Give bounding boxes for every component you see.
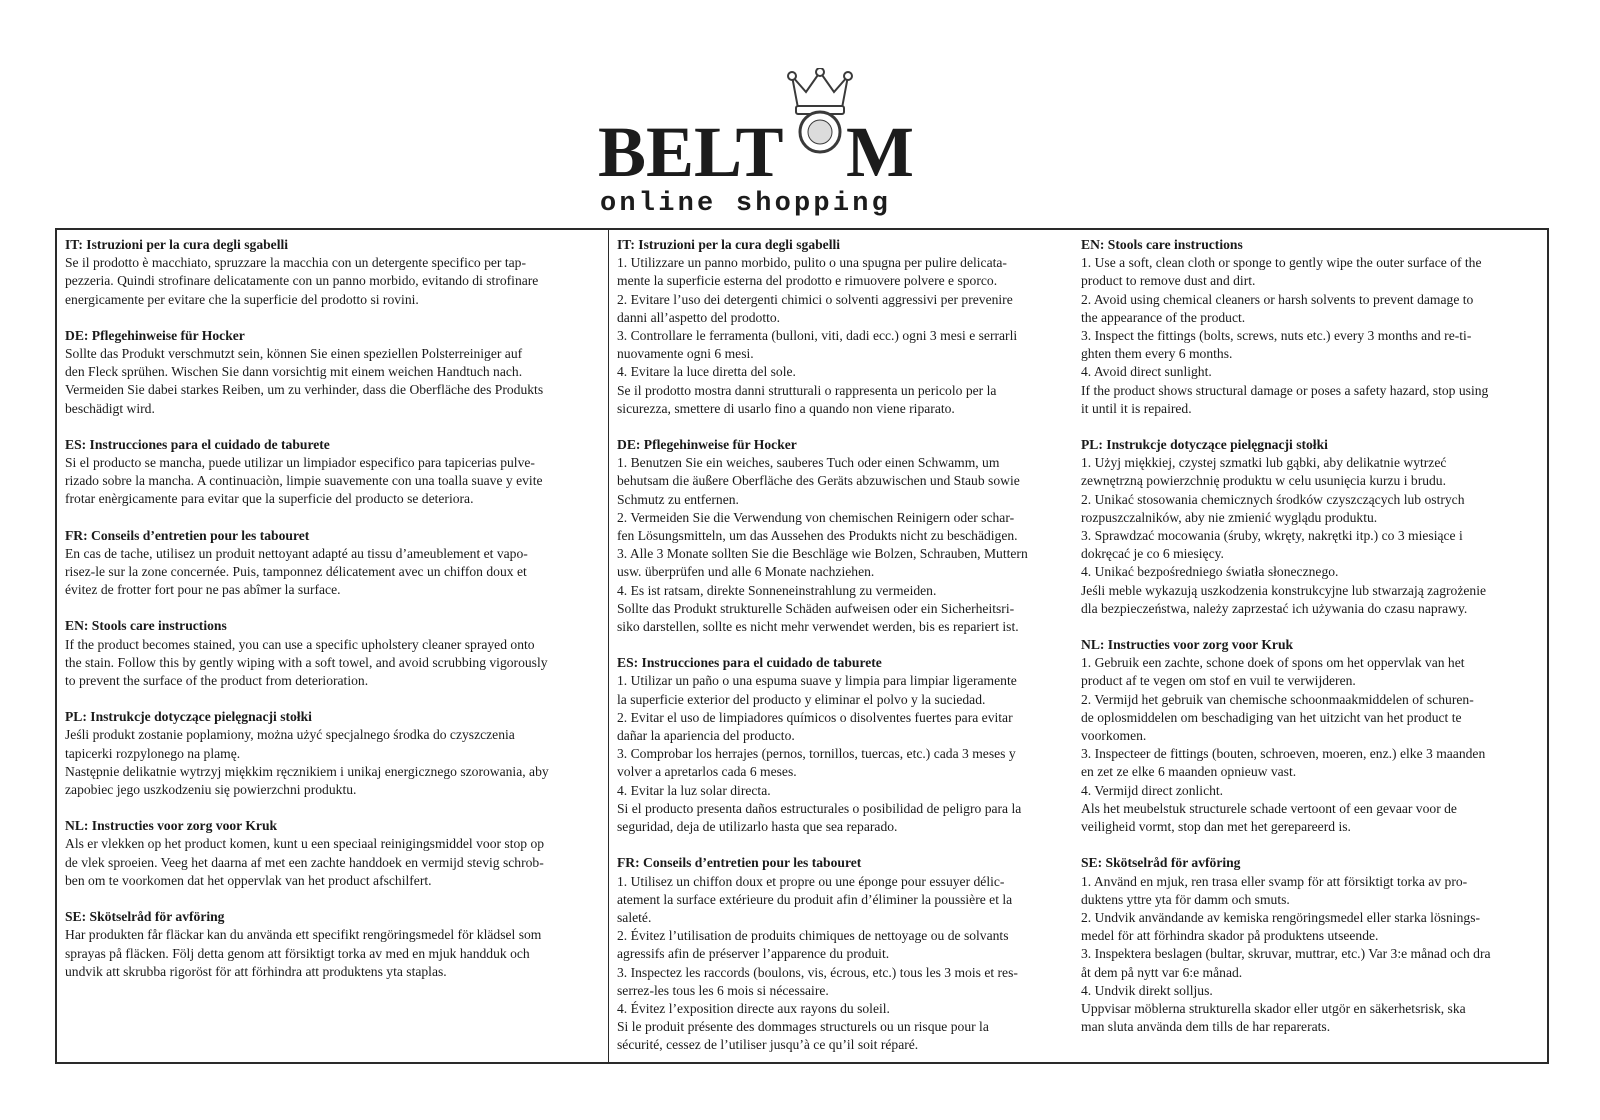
body-line: nuovamente ogni 6 mesi. (617, 346, 754, 362)
body-line: voorkomen. (1081, 728, 1147, 744)
body-line: Sollte das Produkt strukturelle Schäden aufweisen oder ein Sicherheitsri- (617, 600, 1015, 616)
body-line: ghten them every 6 months. (1081, 346, 1233, 362)
body-line: danni all’aspetto del prodotto. (617, 309, 781, 325)
body-line: 2. Vermijd het gebruik van chemische schoonmaakmiddelen of schuren- (1081, 691, 1474, 707)
body-line: Uppvisar möblerna strukturella skador eller utgör en säkerhetsrisk, ska (1081, 1000, 1466, 1016)
instructions-column-1 (57, 230, 609, 1062)
section-title: ES: Instrucciones para el cuidado de taburete (617, 655, 882, 671)
body-line: 3. Sprawdzać mocowania (śruby, wkręty, nakrętki itp.) co 3 miesiące i (1081, 528, 1463, 544)
body-line: agressifs afin de préserver l’apparence du produit. (617, 946, 890, 962)
section-body (617, 254, 1065, 418)
body-line: Se il prodotto mostra danni strutturali o rappresenta un pericolo per la (617, 382, 997, 398)
section-body (617, 873, 1065, 1055)
body-line: pezzeria. Quindi strofinare delicatamente con un panno morbido, evitando di strofinare (65, 273, 539, 289)
body-line: 3. Inspektera beslagen (bultar, skruvar, muttrar, etc.) Var 3:e månad och dra (1081, 946, 1491, 962)
care-section (617, 854, 1065, 1054)
section-title: FR: Conseils d’entretien pour les tabouret (65, 527, 310, 543)
care-section (65, 617, 600, 690)
body-line: Si le produit présente des dommages structurels ou un risque pour la (617, 1019, 989, 1035)
body-line: saleté. (617, 909, 652, 925)
section-title: FR: Conseils d’entretien pour les tabouret (617, 855, 862, 871)
body-line: 2. Évitez l’utilisation de produits chimiques de nettoyage ou de solvants (617, 928, 1009, 944)
body-line: Sollte das Produkt verschmutzt sein, können Sie einen speziellen Polsterreiniger auf (65, 346, 523, 362)
section-body (617, 454, 1065, 636)
body-line: seguridad, deja de utilizarlo hasta que sea reparado. (617, 819, 898, 835)
body-line: évitez de frotter fort pour ne pas abîmer la surface. (65, 582, 341, 598)
section-body (65, 345, 600, 418)
body-line: 4. Evitar la luz solar directa. (617, 782, 771, 798)
body-line: 4. Unikać bezpośredniego światła słonecznego. (1081, 564, 1339, 580)
body-line: dokręcać je co 6 miesięcy. (1081, 546, 1224, 562)
body-line: rizado sobre la mancha. A continuaciòn, limpie suavemente con una toalla suave y evite (65, 473, 543, 489)
section-title: EN: Stools care instructions (1081, 237, 1243, 252)
body-line: 1. Utilizar un paño o una espuma suave y limpia para limpiar ligeramente (617, 673, 1017, 689)
instructions-column-3 (1073, 230, 1547, 1062)
body-line: undvik att skrubba rigoröst för att förhindra att produktens yta staplas. (65, 963, 447, 979)
section-title: EN: Stools care instructions (65, 618, 227, 634)
section-title: SE: Skötselråd för avföring (65, 909, 225, 925)
body-line: åt dem på nytt var 6:e månad. (1081, 964, 1243, 980)
tagline-text: online shopping (600, 189, 892, 218)
body-line: 1. Use a soft, clean cloth or sponge to gently wipe the outer surface of the (1081, 255, 1482, 271)
care-section (1081, 854, 1539, 1036)
care-section (65, 708, 600, 799)
body-line: 3. Inspect the fittings (bolts, screws, nuts etc.) every 3 months and re-ti- (1081, 328, 1472, 344)
section-body (1081, 654, 1539, 836)
care-section (65, 527, 600, 600)
section-body (65, 254, 600, 309)
body-line: the appearance of the product. (1081, 309, 1246, 325)
body-line: siko darstellen, sollte es nicht mehr verwendet werden, bis es repariert ist. (617, 619, 1019, 635)
body-line: en zet ze elke 6 maanden opnieuw vast. (1081, 764, 1297, 780)
body-line: 2. Evitare l’uso dei detergenti chimici o solventi aggressivi per prevenire (617, 291, 1013, 307)
body-line: En cas de tache, utilisez un produit nettoyant adapté au tissu d’ameublement et vapo- (65, 545, 528, 561)
body-line: tapicerki rozpylonego na plamę. (65, 745, 241, 761)
body-line: de vlek sproeien. Veeg het daarna af met een zachte handdoek en vermijd stevig schrob- (65, 854, 544, 870)
section-body (65, 545, 600, 600)
body-line: la superficie exterior del producto y eliminar el polvo y la suciedad. (617, 691, 986, 707)
section-title: NL: Instructies voor zorg voor Kruk (65, 818, 278, 834)
body-line: sicurezza, smettere di usarlo fino a quando non viene riparato. (617, 400, 955, 416)
care-section (1081, 636, 1539, 836)
body-line: Schmutz zu entfernen. (617, 491, 739, 507)
care-section (65, 908, 600, 981)
section-title: IT: Istruzioni per la cura degli sgabelli (65, 237, 289, 252)
body-line: behutsam die äußere Oberfläche des Geräts abzuwischen und Staub sowie (617, 473, 1020, 489)
body-line: 3. Controllare le ferramenta (bulloni, viti, dadi ecc.) ogni 3 mesi e serrarli (617, 328, 1018, 344)
body-line: 3. Inspectez les raccords (boulons, vis, écrous, etc.) tous les 3 mois et res- (617, 964, 1018, 980)
body-line: Następnie delikatnie wytrzyj miękkim ręcznikiem i unikaj energicznego szorowania, aby (65, 763, 549, 779)
instructions-column-2 (609, 230, 1073, 1062)
body-line: product to remove dust and dirt. (1081, 273, 1256, 289)
body-line: duktens yttre yta för damm och smuts. (1081, 891, 1290, 907)
svg-text:BELT: BELT (598, 112, 784, 192)
body-line: If the product shows structural damage or poses a safety hazard, stop using (1081, 382, 1489, 398)
body-line: 4. Vermijd direct zonlicht. (1081, 782, 1224, 798)
body-line: mente la superficie esterna del prodotto e rimuovere polvere e sporco. (617, 273, 998, 289)
body-line: volver a apretarlos cada 6 meses. (617, 764, 797, 780)
body-line: If the product becomes stained, you can use a specific upholstery cleaner sprayed onto (65, 636, 535, 652)
body-line: sprayas på fläcken. Följ detta genom att försiktigt torka av med en mjuk handduk och (65, 945, 530, 961)
care-section (1081, 236, 1539, 418)
body-line: 2. Unikać stosowania chemicznych środków czyszczących lub ostrych (1081, 491, 1465, 507)
body-line: 4. Es ist ratsam, direkte Sonneneinstrahlung zu vermeiden. (617, 582, 937, 598)
body-line: 1. Benutzen Sie ein weiches, sauberes Tuch oder einen Schwamm, um (617, 455, 1000, 471)
section-title: PL: Instrukcje dotyczące pielęgnacji stołki (1081, 437, 1328, 453)
body-line: frotar enèrgicamente para evitar que la superficie del producto se deteriora. (65, 491, 474, 507)
svg-text:M: M (846, 112, 914, 192)
body-line: 2. Undvik användande av kemiska rengöringsmedel eller starka lösnings- (1081, 909, 1481, 925)
section-title: NL: Instructies voor zorg voor Kruk (1081, 637, 1294, 653)
body-line: energicamente per evitare che la superficie del prodotto si rovini. (65, 291, 419, 307)
beltom-logo (598, 68, 978, 218)
body-line: zapobiec jego uszkodzeniu się powierzchni produktu. (65, 782, 357, 798)
body-line: it until it is repaired. (1081, 400, 1192, 416)
body-line: dla bezpieczeństwa, należy zaprzestać ich używania do czasu naprawy. (1081, 600, 1468, 616)
section-body (1081, 873, 1539, 1037)
body-line: 3. Alle 3 Monate sollten Sie die Beschläge wie Bolzen, Schrauben, Muttern (617, 546, 1028, 562)
body-line: veiligheid vormt, stop dan met het gerepareerd is. (1081, 819, 1351, 835)
section-title: SE: Skötselråd för avföring (1081, 855, 1241, 871)
body-line: 4. Evitare la luce diretta del sole. (617, 364, 796, 380)
body-line: serrez-les tous les 6 mois si nécessaire. (617, 982, 829, 998)
section-body (65, 636, 600, 691)
care-section (65, 327, 600, 418)
care-section (65, 436, 600, 509)
body-line: 2. Avoid using chemical cleaners or harsh solvents to prevent damage to (1081, 291, 1474, 307)
body-line: atement la surface extérieure du produit afin d’éliminer la poussière et la (617, 891, 1013, 907)
body-line: 1. Gebruik een zachte, schone doek of spons om het oppervlak van het (1081, 655, 1465, 671)
body-line: risez-le sur la zone concernée. Puis, tamponnez délicatement avec un chiffon doux et (65, 564, 527, 580)
body-line: to prevent the surface of the product from deterioration. (65, 673, 369, 689)
body-line: medel för att förhindra skador på produktens utseende. (1081, 928, 1379, 944)
body-line: usw. überprüfen und alle 6 Monate nachziehen. (617, 564, 875, 580)
care-section (617, 654, 1065, 836)
body-line: 4. Avoid direct sunlight. (1081, 364, 1212, 380)
body-line: ben om te voorkomen dat het oppervlak van het product afschilfert. (65, 872, 432, 888)
section-title: DE: Pflegehinweise für Hocker (65, 327, 245, 343)
beltom-logo-graphic (598, 68, 978, 218)
body-line: Als het meubelstuk structurele schade vertoont of een gevaar voor de (1081, 800, 1457, 816)
body-line: zewnętrzną powierzchnię produktu w celu usunięcia kurzu i brudu. (1081, 473, 1447, 489)
section-body (65, 926, 600, 981)
brand-wordmark (598, 112, 914, 192)
care-section (65, 817, 600, 890)
crown-icon (788, 68, 852, 152)
body-line: Jeśli meble wykazują uszkodzenia konstrukcyjne lub stwarzają zagrożenie (1081, 582, 1487, 598)
body-line: 2. Vermeiden Sie die Verwendung von chemischen Reinigern oder schar- (617, 509, 1015, 525)
body-line: dañar la apariencia del producto. (617, 728, 795, 744)
body-line: den Fleck sprühen. Wischen Sie dann vorsichtig mit einem weichen Handtuch nach. (65, 364, 523, 380)
body-line: product af te vegen om stof en vuil te verwijderen. (1081, 673, 1356, 689)
body-line: 4. Évitez l’exposition directe aux rayons du soleil. (617, 1000, 890, 1016)
section-body (617, 672, 1065, 836)
section-title: IT: Istruzioni per la cura degli sgabelli (617, 237, 841, 252)
body-line: beschädigt wird. (65, 400, 155, 416)
body-line: Har produkten får fläckar kan du använda ett specifikt rengöringsmedel för klädsel som (65, 927, 542, 943)
body-line: the stain. Follow this by gently wiping with a soft towel, and avoid scrubbing vigorously (65, 654, 548, 670)
body-line: 1. Utilizzare un panno morbido, pulito o una spugna per pulire delicata- (617, 255, 1007, 271)
section-body (65, 454, 600, 509)
body-line: 1. Använd en mjuk, ren trasa eller svamp för att försiktigt torka av pro- (1081, 873, 1468, 889)
body-line: 4. Undvik direkt solljus. (1081, 982, 1213, 998)
body-line: 1. Użyj miękkiej, czystej szmatki lub gąbki, aby delikatnie wytrzeć (1081, 455, 1447, 471)
care-section (617, 436, 1065, 636)
section-body (65, 726, 600, 799)
body-line: de oplosmiddelen om beschadiging van het uitzicht van het product te (1081, 709, 1462, 725)
body-line: sécurité, cessez de l’utiliser jusqu’à ce qu’il soit réparé. (617, 1037, 919, 1053)
body-line: rozpuszczalników, aby nie zmienić wyglądu produktu. (1081, 509, 1378, 525)
care-section (65, 236, 600, 309)
body-line: 3. Inspecteer de fittings (bouten, schroeven, moeren, enz.) elke 3 maanden (1081, 746, 1486, 762)
section-title: ES: Instrucciones para el cuidado de taburete (65, 436, 330, 452)
section-body (1081, 454, 1539, 618)
body-line: Se il prodotto è macchiato, spruzzare la macchia con un detergente specifico per tap- (65, 255, 526, 271)
body-line: 1. Utilisez un chiffon doux et propre ou une éponge pour essuyer délic- (617, 873, 1005, 889)
section-body (65, 835, 600, 890)
body-line: man sluta använda dem tills de har reparerats. (1081, 1019, 1331, 1035)
section-title: PL: Instrukcje dotyczące pielęgnacji stołki (65, 709, 312, 725)
care-section (1081, 436, 1539, 618)
body-line: fen Lösungsmitteln, um das Aussehen des Produkts nicht zu beschädigen. (617, 528, 1018, 544)
body-line: 3. Comprobar los herrajes (pernos, tornillos, tuercas, etc.) cada 3 meses y (617, 746, 1016, 762)
care-instructions-table (55, 228, 1549, 1064)
body-line: Si el producto presenta daños estructurales o posibilidad de peligro para la (617, 800, 1022, 816)
body-line: Vermeiden Sie dabei starkes Reiben, um zu verhinder, dass die Oberfläche des Produkts (65, 382, 544, 398)
body-line: Si el producto se mancha, puede utilizar un limpiador especifico para tapicerias pulve- (65, 455, 535, 471)
section-title: DE: Pflegehinweise für Hocker (617, 437, 797, 453)
care-section (617, 236, 1065, 418)
body-line: Jeśli produkt zostanie poplamiony, można użyć specjalnego środka do czyszczenia (65, 727, 515, 743)
body-line: Als er vlekken op het product komen, kunt u een speciaal reinigingsmiddel voor stop op (65, 836, 545, 852)
section-body (1081, 254, 1539, 418)
body-line: 2. Evitar el uso de limpiadores químicos o disolventes fuertes para evitar (617, 709, 1013, 725)
